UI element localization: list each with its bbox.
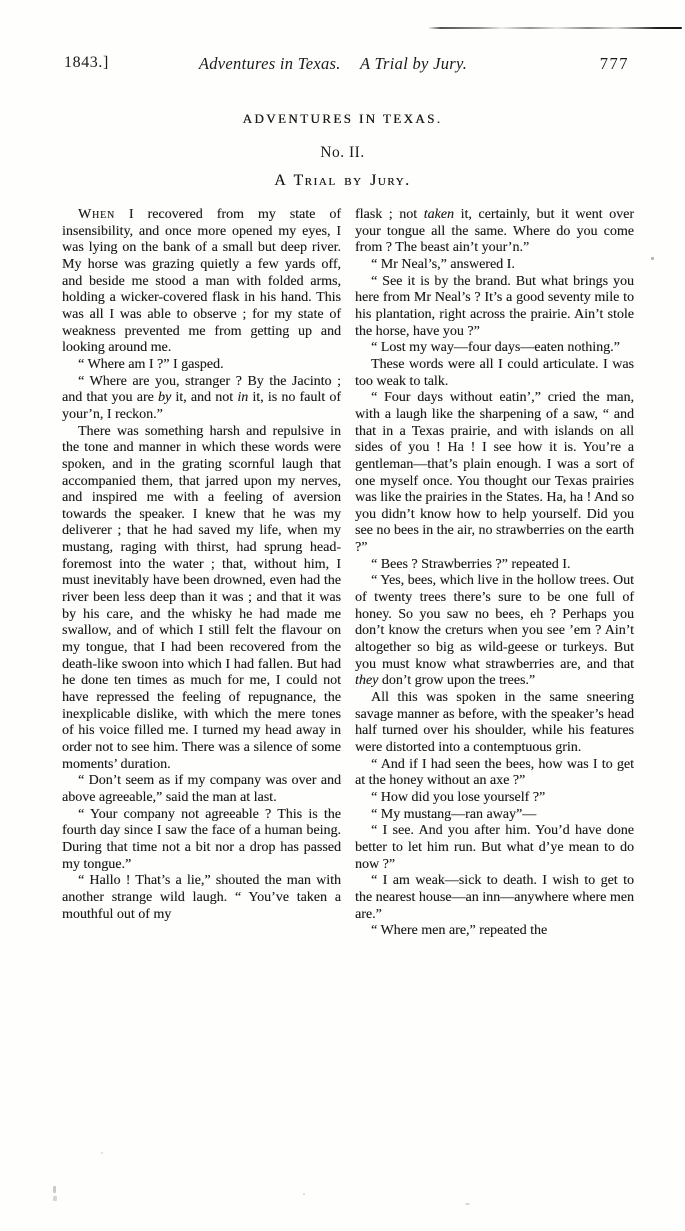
paragraph: flask ; not taken it, certainly, but it went over your tongue all the same. Where do you come from ? The beast ain’t your’n.” — [355, 207, 634, 256]
paragraph: “ My mustang—ran away”— — [371, 806, 537, 822]
paragraph: “ Lost my way—four days—eaten nothing.” — [371, 340, 620, 356]
running-head — [199, 54, 467, 74]
page-number: 777 — [599, 54, 629, 73]
page-header — [0, 54, 685, 76]
scan-speck — [303, 1193, 305, 1195]
scan-speck — [465, 1203, 470, 1205]
paragraph: “ Yes, bees, which live in the hollow trees. Out of twenty trees there’s sure to be one full of honey. So you saw no bees, eh ? Perhaps you don’t know the creturs when you see ’em ? Ain’t altogether so big as wild-geese or turkeys. But you must know what strawberries are, and that they don’t grow upon the trees.” — [355, 573, 634, 689]
paragraph: These words were all I could articulate. I was too weak to talk. — [355, 356, 634, 389]
paragraph: “ Your company not agreeable ? This is the fourth day since I saw the face of a human being. During that time not a bit nor a drop has passed my tongue.” — [62, 806, 341, 872]
header-date: 1843.] — [64, 54, 109, 71]
right-text-column — [355, 207, 634, 940]
scan-speck — [101, 1152, 103, 1154]
chapter-title: A Trial by Jury. — [274, 172, 411, 189]
paragraph: “ Bees ? Strawberries ?” repeated I. — [371, 556, 571, 572]
left-text-column — [62, 207, 341, 940]
paragraph: “ See it is by the brand. But what brings you here from Mr Neal’s ? It’s a good seventy mile to his plantation, right across the prairie. Ain’t stole the horse, have you ?” — [355, 273, 634, 339]
paragraph: “ I see. And you after him. You’d have done better to let him run. But what d’ye mean to do now ?” — [355, 823, 634, 872]
paragraph: “ Mr Neal’s,” answered I. — [371, 256, 515, 272]
paragraph: When I recovered from my state of insensibility, and once more opened my eyes, I was lying on the bank of a small but deep river. My horse was grazing quietly a few yards off, and beside me stood a man with folded arms, holding a wicker-covered flask in his hand. This was all I was able to observe ; for my state of weakness prevented me from getting up and looking around me. — [62, 207, 341, 356]
header-rule — [428, 27, 682, 29]
paragraph: There was something harsh and repulsive in the tone and manner in which these words were spoken, and in the grating scornful laugh that accompanied them, that jarred upon my nerves, and inspired me with a feeling of aversion towards the speaker. I knew that he was my deliverer ; that he had saved my life, when my mustang, raging with thirst, had sprung head-foremost into the water ; that, without him, I must inevitably have been drowned, even had the river been less deep than it was ; and that it was by his care, and the whisky he had made me swallow, and of which I still felt the flavour on my tongue, that I had been recovered from the death-like swoon into which I had fallen. But had he done ten times as much for me, I could not have repressed the feeling of repugnance, the inexplicable dislike, with which the mere tones of his voice filled me. I turned my head away in order not to see him. There was a silence of some moments’ duration. — [62, 423, 341, 772]
paragraph: “ How did you lose yourself ?” — [371, 789, 546, 805]
paragraph: “ Don’t seem as if my company was over and above agreeable,” said the man at last. — [62, 773, 341, 805]
paragraph: “ Where are you, stranger ? By the Jacinto ; and that you are by it, and not in it, is no fault of your’n, I reckon.” — [62, 373, 342, 422]
paragraph: “ Where am I ?” I gasped. — [78, 356, 224, 372]
text-columns — [62, 207, 634, 940]
running-head-subtitle: A Trial by Jury. — [359, 54, 468, 73]
paragraph: “ Hallo ! That’s a lie,” shouted the man with another strange wild laugh. “ You’ve taken a mouthful out of my — [62, 873, 341, 922]
scan-speck — [53, 1196, 57, 1201]
article-number: No. II. — [320, 144, 365, 161]
running-head-title: Adventures in Texas. — [198, 54, 341, 73]
paragraph: All this was spoken in the same sneering savage manner as before, with the speaker’s head half turned over his shoulder, while his features were distorted into a contemptuous grin. — [355, 690, 634, 755]
article-series-title: ADVENTURES IN TEXAS. — [242, 111, 443, 126]
paragraph: “ I am weak—sick to death. I wish to get to the nearest house—an inn—anywhere where men are.” — [355, 873, 634, 922]
paragraph: “ And if I had seen the bees, how was I to get at the honey without an axe ?” — [355, 756, 634, 789]
scan-speck — [53, 1186, 56, 1193]
scan-speck — [651, 257, 654, 260]
paragraph: “ Where men are,” repeated the — [371, 923, 548, 939]
paragraph: “ Four days without eatin’,” cried the man, with a laugh like the sharpening of a saw, “ and that in a Texas prairie, and with islands on all sides of you ! Ha ! I see how it is. You’re a gentleman—that’s plain enough. I was a sort of one myself once. You thought our Texas prairies was like the prairies in the States. Ha, ha ! And so you didn’t know how to help yourself. Did you see no bees in the air, no strawberries on the earth ?” — [355, 390, 634, 556]
